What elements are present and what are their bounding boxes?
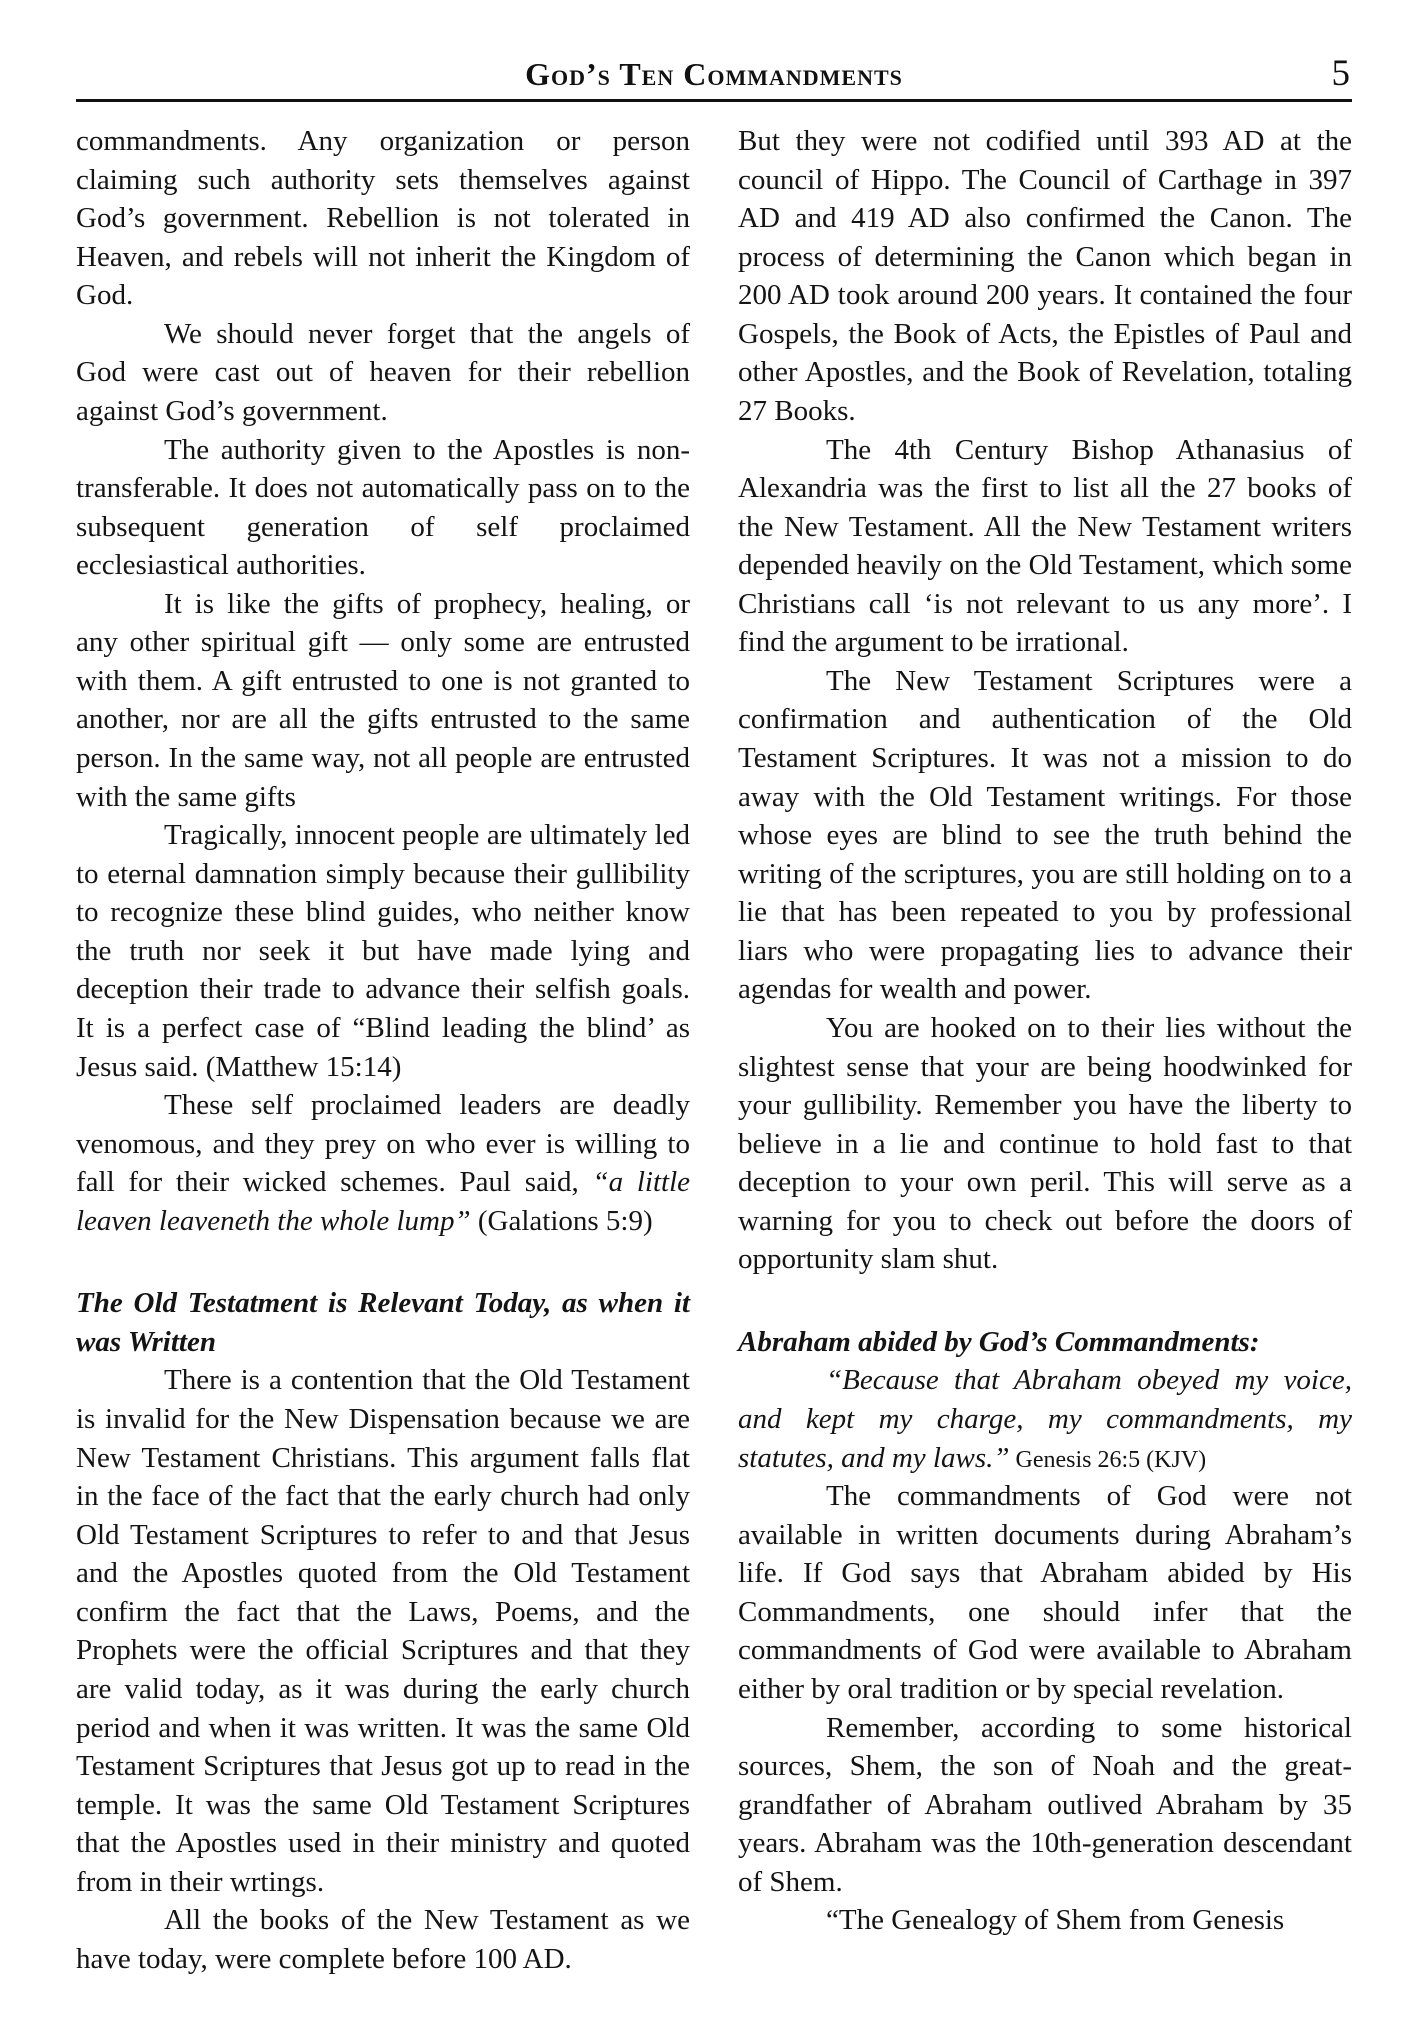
text-segment: Remember, according to some historical sources, Shem, the son of Noah and the great-grandfather of Abraham outlived Abraham by 35 years. Abraham was the 10th-generation descendant of Shem.	[738, 1711, 1352, 1898]
paragraph	[738, 122, 1352, 431]
text-segment: (Galations 5:9)	[470, 1204, 653, 1237]
paragraph	[76, 1361, 690, 1901]
right-column	[738, 122, 1352, 1978]
paragraph	[76, 1901, 690, 1978]
text-segment: But they were not codified until 393 AD at the council of Hippo. The Council of Carthage in 397 AD and 419 AD also confirmed the Canon. The process of determining the Canon which began in 200 AD took around 200 years. It contained the four Gospels, the Book of Acts, the Epistles of Paul and other Apostles, and the Book of Revelation, totaling 27 Books.	[738, 125, 1352, 427]
text-segment: The 4th Century Bishop Athanasius of Alexandria was the first to list all the 27 books of the New Testament. All the New Testament writers depended heavily on the Old Testament, which some Christians call ‘is not relevant to us any more’. I find the argument to be irrational.	[738, 433, 1352, 659]
paragraph	[76, 315, 690, 431]
paragraph	[738, 1709, 1352, 1902]
text-segment: The Old Testatment is Relevant Today, as when it was Written	[76, 1287, 690, 1358]
text-segment: Abraham abided by God’s Commandments:	[738, 1325, 1260, 1358]
text-segment: You are hooked on to their lies without the slightest sense that your are being hoodwinked for your gullibility. Remember you have the liberty to believe in a lie and continue to hold fast to that deception to your own peril. This will serve as a warning for you to check out before the doors of opportunity slam shut.	[738, 1011, 1352, 1276]
text-segment: Genesis 26:5 (KJV)	[1009, 1446, 1207, 1473]
text-segment: “The Genealogy of Shem from Genesis	[826, 1904, 1285, 1937]
text-segment: These self proclaimed leaders are deadly venomous, and they prey on who ever is willing to fall for their wicked schemes. Paul said,	[76, 1089, 690, 1199]
paragraph	[76, 585, 690, 816]
text-segment: The commandments of God were not available in written documents during Abraham’s life. If God says that Abraham abided by His Commandments, one should infer that the commandments of God were available to Abraham either by oral tradition or by special revelation.	[738, 1480, 1352, 1705]
text-segment: All the books of the New Testament as we have today, were complete before 100 AD.	[76, 1904, 690, 1975]
section-heading	[76, 1284, 690, 1361]
paragraph	[738, 1009, 1352, 1279]
text-segment: “Because that Abraham obeyed my voice, and kept my charge, my commandments, my statutes, and my laws.”	[738, 1364, 1352, 1474]
paragraph	[76, 1086, 690, 1240]
paragraph	[76, 431, 690, 585]
paragraph	[738, 1361, 1352, 1477]
text-segment: Tragically, innocent people are ultimately led to eternal damnation simply because their gullibility to recognize these blind guides, who neither know the truth nor seek it but have made lying and deception their trade to advance their selfish goals. It is a perfect case of “Blind leading the blind’ as Jesus said. (Matthew 15:14)	[76, 819, 690, 1083]
page-header	[76, 50, 1352, 102]
paragraph	[738, 1477, 1352, 1708]
left-column	[76, 122, 690, 1978]
section-heading	[738, 1323, 1352, 1362]
text-segment: The New Testament Scriptures were a confirmation and authentication of the Old Testament Scriptures. It was not a mission to do away with the Old Testament writings. For those whose eyes are blind to see the truth behind the writing of the scriptures, you are still holding on to a lie that has been repeated to you by professional liars who were propagating lies to advance their agendas for wealth and power.	[738, 664, 1352, 1006]
text-segment: commandments. Any organization or person claiming such authority sets themselves against God’s government. Rebellion is not tolerated in Heaven, and rebels will not inherit the Kingdom of God.	[76, 125, 690, 312]
paragraph	[738, 1901, 1352, 1940]
paragraph	[76, 816, 690, 1086]
two-column-layout	[76, 122, 1352, 1978]
page-title: God’s Ten Commandments	[525, 56, 903, 92]
text-segment: We should never forget that the angels of God were cast out of heaven for their rebellion against God’s government.	[76, 317, 690, 427]
paragraph	[76, 122, 690, 315]
text-segment: There is a contention that the Old Testament is invalid for the New Dispensation because we are New Testament Christians. This argument falls flat in the face of the fact that the early church had only Old Testament Scriptures to refer to and that Jesus and the Apostles quoted from the Old Testament confirm the fact that the Laws, Poems, and the Prophets were the official Scriptures and that they are valid today, as it was during the early church period and when it was written. It was the same Old Testament Scriptures that Jesus got up to read in the temple. It was the same Old Testament Scriptures that the Apostles used in their ministry and quoted from in their wrtings.	[76, 1364, 690, 1898]
page-number: 5	[1331, 53, 1350, 94]
text-segment: It is like the gifts of prophecy, healing, or any other spiritual gift — only some are entrusted with them. A gift entrusted to one is not granted to another, nor are all the gifts entrusted to the same person. In the same way, not all people are entrusted with the same gifts	[76, 587, 690, 813]
text-segment: “a little leaven leaveneth the whole lump”	[76, 1166, 691, 1237]
paragraph	[738, 662, 1352, 1009]
paragraph	[738, 431, 1352, 662]
text-segment: The authority given to the Apostles is non-transferable. It does not automatically pass on to the subsequent generation of self proclaimed ecclesiastical authorities.	[76, 433, 690, 582]
